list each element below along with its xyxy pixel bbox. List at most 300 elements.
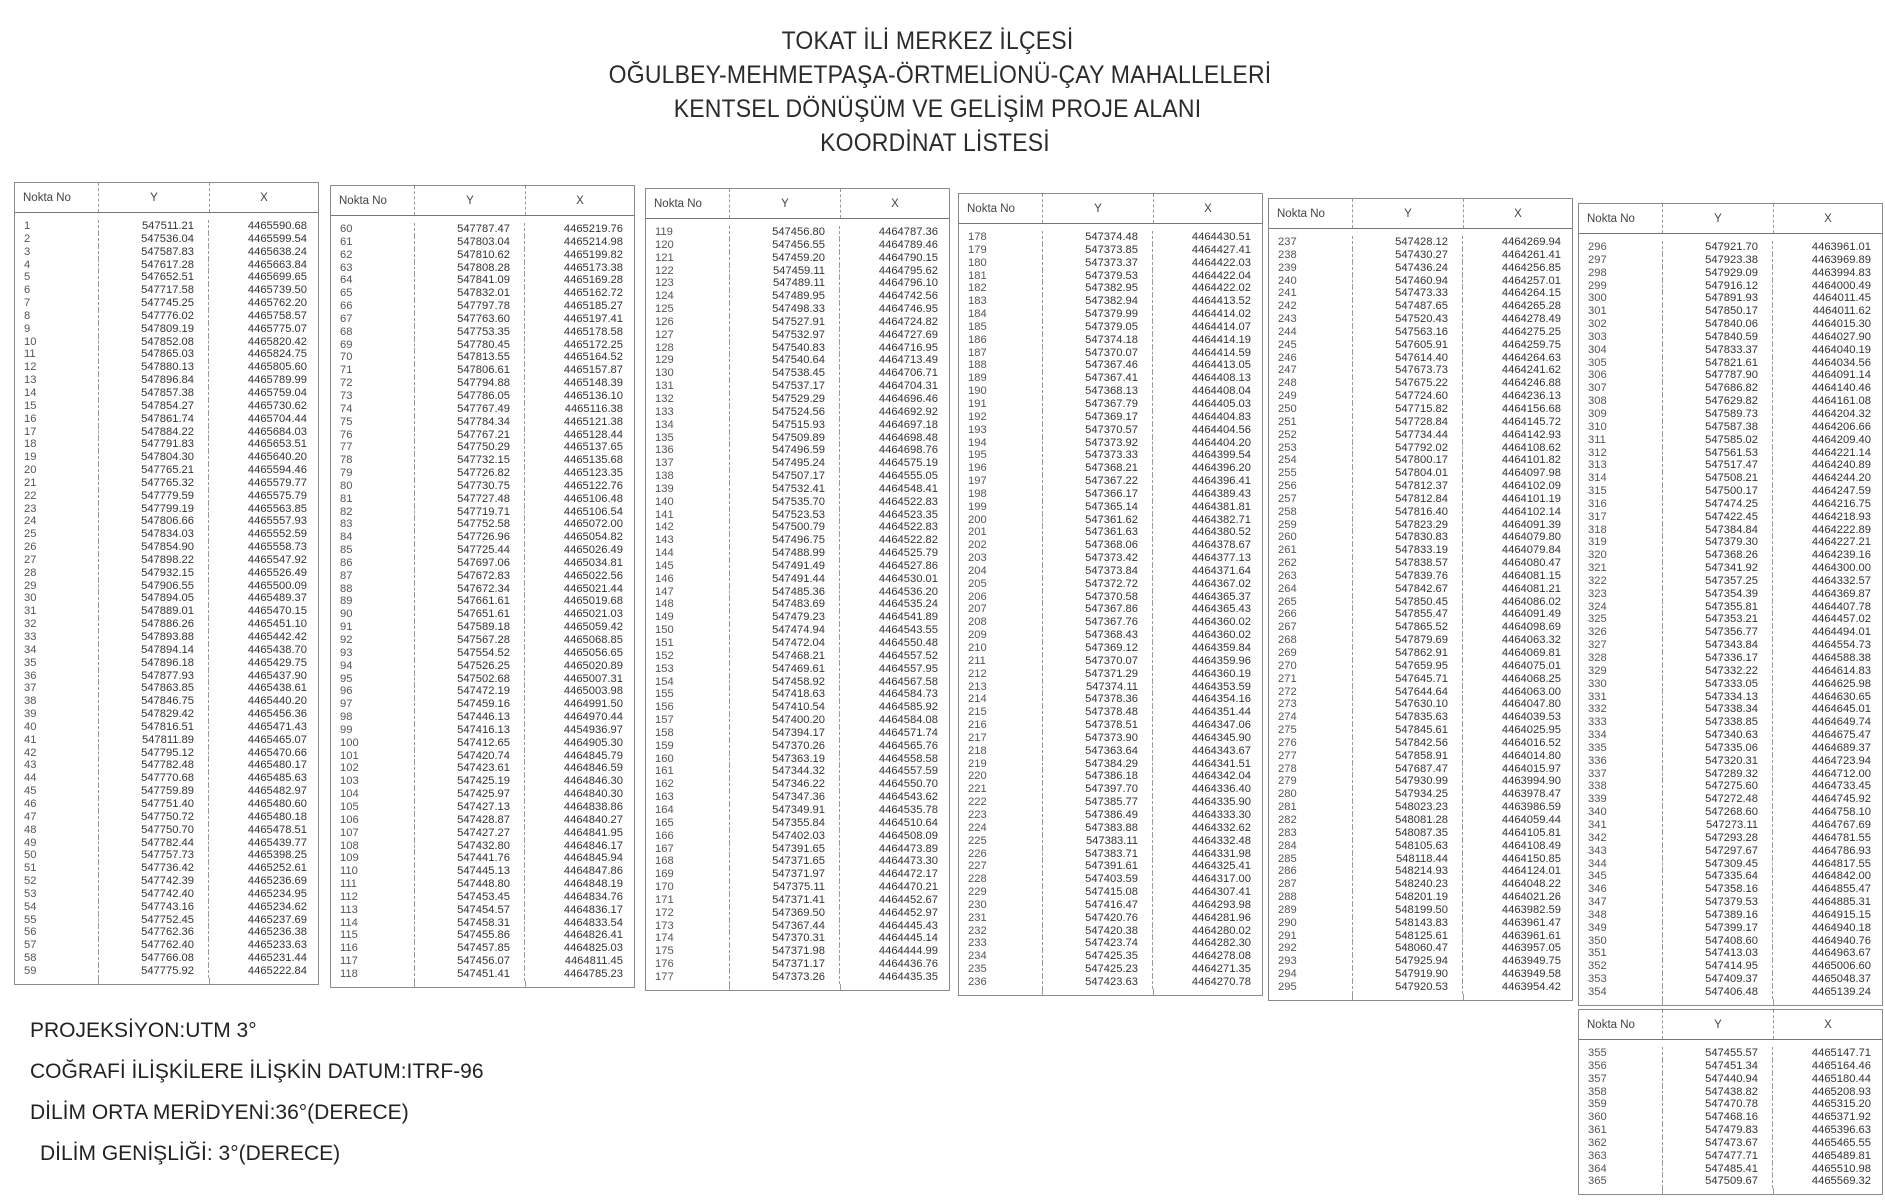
x-coordinate: 4465739.50 <box>247 284 307 297</box>
spacer <box>646 984 730 990</box>
y-coordinate: 547854.27 <box>99 400 209 413</box>
y-coordinate: 548143.83 <box>1353 917 1463 930</box>
y-coordinate: 547786.05 <box>415 390 525 403</box>
table-header <box>1269 199 1572 229</box>
x-coordinate: 4464991.50 <box>563 698 623 711</box>
y-coordinate: 547812.84 <box>1353 493 1463 506</box>
table-row <box>15 528 318 541</box>
x-coordinate: 4464105.81 <box>1501 826 1561 839</box>
table-row <box>1579 280 1882 293</box>
table-row <box>646 316 949 329</box>
table-row <box>1579 960 1882 973</box>
x-coordinate: 4464097.98 <box>1501 467 1561 480</box>
table-row <box>646 843 949 856</box>
point-no: 326 <box>1579 626 1663 639</box>
table-row <box>331 840 634 853</box>
table-row <box>1269 827 1572 840</box>
table-row <box>959 655 1262 668</box>
point-no: 199 <box>959 501 1043 514</box>
point-no: 260 <box>1269 531 1353 544</box>
spacer <box>1774 999 1882 1005</box>
point-no: 13 <box>15 374 99 387</box>
y-coordinate: 547378.51 <box>1043 719 1153 732</box>
y-coordinate: 547585.02 <box>1663 434 1773 447</box>
point-no: 30 <box>15 592 99 605</box>
point-no: 190 <box>959 385 1043 398</box>
point-no: 298 <box>1579 267 1663 280</box>
y-coordinate: 547415.08 <box>1043 886 1153 899</box>
table-row <box>15 541 318 554</box>
x-coordinate: 4465824.75 <box>247 348 307 361</box>
point-no: 9 <box>15 323 99 336</box>
y-coordinate: 547804.01 <box>1353 467 1463 480</box>
table-row <box>15 618 318 631</box>
y-coordinate: 547813.55 <box>415 351 525 364</box>
table-row <box>646 907 949 920</box>
point-no: 28 <box>15 567 99 580</box>
point-no: 213 <box>959 681 1043 694</box>
table-row <box>15 657 318 670</box>
table-row <box>1269 840 1572 853</box>
table-row <box>959 526 1262 539</box>
point-no: 112 <box>331 891 415 904</box>
y-coordinate: 547420.74 <box>415 750 525 763</box>
x-coordinate: 4465789.99 <box>247 374 307 387</box>
y-coordinate: 547675.22 <box>1353 377 1463 390</box>
table-row <box>959 334 1262 347</box>
table-row <box>1579 806 1882 819</box>
point-no: 257 <box>1269 493 1353 506</box>
y-coordinate: 547727.48 <box>415 493 525 506</box>
table-row <box>646 958 949 971</box>
point-no: 12 <box>15 361 99 374</box>
table-row <box>1579 755 1882 768</box>
table-row <box>331 724 634 737</box>
table-row <box>646 329 949 342</box>
point-no: 335 <box>1579 742 1663 755</box>
table-row <box>15 567 318 580</box>
point-no: 105 <box>331 801 415 814</box>
spacer <box>1663 1188 1774 1194</box>
x-coordinate: 4465569.32 <box>1811 1175 1871 1188</box>
y-coordinate: 547782.44 <box>99 837 209 850</box>
x-coordinate: 4464204.32 <box>1811 407 1871 420</box>
point-no: 341 <box>1579 819 1663 832</box>
x-coordinate: 4464585.92 <box>878 701 938 714</box>
table-body <box>646 219 949 990</box>
point-no: 102 <box>331 762 415 775</box>
x-coordinate: 4464457.02 <box>1811 613 1871 626</box>
table-row <box>959 539 1262 552</box>
y-coordinate: 547605.91 <box>1353 339 1463 352</box>
table-row <box>331 351 634 364</box>
x-coordinate: 4465480.18 <box>247 810 307 823</box>
point-no: 351 <box>1579 947 1663 960</box>
y-coordinate: 547850.17 <box>1663 305 1773 318</box>
header-point-no: Nokta No <box>1579 204 1663 233</box>
x-coordinate: 4464059.44 <box>1501 813 1561 826</box>
y-coordinate: 547893.88 <box>99 631 209 644</box>
point-no: 198 <box>959 488 1043 501</box>
x-coordinate: 4465485.63 <box>247 772 307 785</box>
x-coordinate: 4465557.93 <box>247 515 307 528</box>
x-coordinate: 4463957.05 <box>1501 942 1561 955</box>
y-coordinate: 547370.26 <box>730 740 840 753</box>
x-coordinate: 4464360.02 <box>1191 629 1251 642</box>
x-coordinate: 4465003.98 <box>563 685 623 698</box>
y-coordinate: 547391.61 <box>1043 860 1153 873</box>
point-no: 61 <box>331 236 415 249</box>
x-coordinate: 4464473.89 <box>878 842 938 855</box>
x-coordinate: 4465547.92 <box>247 553 307 566</box>
x-coordinate: 4464063.00 <box>1501 685 1561 698</box>
y-coordinate: 547726.96 <box>415 531 525 544</box>
x-coordinate: 4464550.70 <box>878 778 938 791</box>
table-row <box>646 277 949 290</box>
point-no: 59 <box>15 965 99 978</box>
point-no: 259 <box>1269 519 1353 532</box>
y-coordinate: 547750.72 <box>99 811 209 824</box>
x-coordinate: 4464365.37 <box>1191 590 1251 603</box>
point-no: 360 <box>1579 1111 1663 1124</box>
y-coordinate: 547485.36 <box>730 586 840 599</box>
x-coordinate: 4464300.00 <box>1811 562 1871 575</box>
title-province: TOKAT İLİ MERKEZ İLÇESİ <box>781 27 1074 55</box>
table-row <box>646 830 949 843</box>
y-coordinate: 547920.53 <box>1353 981 1463 994</box>
y-coordinate: 547373.84 <box>1043 565 1153 578</box>
table-row <box>15 400 318 413</box>
y-coordinate: 547858.91 <box>1353 750 1463 763</box>
point-no: 109 <box>331 852 415 865</box>
x-coordinate: 4464011.45 <box>1812 292 1871 305</box>
point-no: 266 <box>1269 608 1353 621</box>
x-coordinate: 4465219.76 <box>563 223 623 235</box>
point-no: 52 <box>15 875 99 888</box>
point-no: 74 <box>331 403 415 416</box>
point-no: 352 <box>1579 960 1663 973</box>
y-coordinate: 547309.45 <box>1663 858 1773 871</box>
point-no: 337 <box>1579 768 1663 781</box>
x-coordinate: 4464445.14 <box>878 932 938 945</box>
x-coordinate: 4465197.41 <box>563 312 623 325</box>
x-coordinate: 4465139.24 <box>1811 985 1871 998</box>
table-row <box>331 467 634 480</box>
point-no: 103 <box>331 775 415 788</box>
y-coordinate: 547833.19 <box>1353 544 1463 557</box>
point-no: 227 <box>959 860 1043 873</box>
x-coordinate: 4464080.47 <box>1501 557 1561 570</box>
projection-info <box>30 1010 484 1174</box>
y-coordinate: 547367.41 <box>1043 372 1153 385</box>
y-coordinate: 547370.58 <box>1043 591 1153 604</box>
y-coordinate: 547659.95 <box>1353 660 1463 673</box>
y-coordinate: 547787.90 <box>1663 369 1773 382</box>
table-header <box>959 194 1262 224</box>
table-row <box>959 732 1262 745</box>
x-coordinate: 4465759.04 <box>247 386 307 399</box>
x-coordinate: 4464142.93 <box>1501 428 1561 441</box>
table-row <box>1579 1086 1882 1099</box>
y-coordinate: 547732.15 <box>415 454 525 467</box>
x-coordinate: 4464048.22 <box>1501 878 1561 891</box>
y-coordinate: 547420.76 <box>1043 912 1153 925</box>
y-coordinate: 547383.71 <box>1043 848 1153 861</box>
y-coordinate: 547418.63 <box>730 688 840 701</box>
point-no: 185 <box>959 321 1043 334</box>
point-no: 334 <box>1579 729 1663 742</box>
table-row <box>1579 665 1882 678</box>
point-no: 48 <box>15 824 99 837</box>
table-row <box>15 695 318 708</box>
table-row <box>646 791 949 804</box>
point-no: 304 <box>1579 344 1663 357</box>
x-coordinate: 4464527.86 <box>878 559 938 572</box>
x-coordinate: 4464108.62 <box>1501 441 1561 454</box>
x-coordinate: 4464281.96 <box>1191 911 1251 924</box>
spacer <box>959 989 1043 995</box>
table-row <box>1579 562 1882 575</box>
table-row <box>15 721 318 734</box>
x-coordinate: 4465563.85 <box>247 502 307 515</box>
y-coordinate: 547333.05 <box>1663 678 1773 691</box>
y-coordinate: 547799.19 <box>99 503 209 516</box>
point-no: 342 <box>1579 832 1663 845</box>
table-row <box>15 811 318 824</box>
point-no: 98 <box>331 711 415 724</box>
point-no: 212 <box>959 668 1043 681</box>
y-coordinate: 547766.08 <box>99 952 209 965</box>
x-coordinate: 4464522.82 <box>878 534 938 547</box>
x-coordinate: 4464332.57 <box>1811 574 1871 587</box>
y-coordinate: 547540.64 <box>730 354 840 367</box>
point-no: 37 <box>15 682 99 695</box>
table-row <box>331 634 634 647</box>
table-row <box>331 621 634 634</box>
x-coordinate: 4464567.58 <box>878 675 938 688</box>
y-coordinate: 547477.71 <box>1663 1150 1773 1163</box>
x-coordinate: 4464156.68 <box>1501 402 1561 415</box>
table-row <box>1269 519 1572 532</box>
table-row <box>15 515 318 528</box>
point-no: 110 <box>331 865 415 878</box>
y-coordinate: 547473.67 <box>1663 1137 1773 1150</box>
table-row <box>331 737 634 750</box>
y-coordinate: 547366.17 <box>1043 488 1153 501</box>
table-row <box>1579 870 1882 883</box>
table-row <box>1579 331 1882 344</box>
x-coordinate: 4464733.45 <box>1811 780 1871 793</box>
x-coordinate: 4464264.63 <box>1501 351 1561 364</box>
y-coordinate: 547589.73 <box>1663 408 1773 421</box>
table-row <box>646 804 949 817</box>
table-row <box>331 480 634 493</box>
point-no: 27 <box>15 554 99 567</box>
point-no: 132 <box>646 393 730 406</box>
x-coordinate: 4464278.49 <box>1501 313 1561 326</box>
point-no: 50 <box>15 849 99 862</box>
datum-label: COĞRAFİ İLİŞKİLERE İLİŞKİN DATUM:ITRF-96 <box>30 1060 484 1083</box>
point-no: 356 <box>1579 1060 1663 1073</box>
point-no: 247 <box>1269 364 1353 377</box>
x-coordinate: 4464846.17 <box>563 839 623 852</box>
table-bottom-padding <box>1579 1188 1882 1194</box>
table-row <box>331 814 634 827</box>
table-row <box>15 862 318 875</box>
y-coordinate: 547762.40 <box>99 939 209 952</box>
point-no: 167 <box>646 843 730 856</box>
y-coordinate: 547379.05 <box>1043 321 1153 334</box>
table-row <box>646 393 949 406</box>
point-no: 349 <box>1579 922 1663 935</box>
point-no: 207 <box>959 603 1043 616</box>
point-no: 312 <box>1579 447 1663 460</box>
table-row <box>646 547 949 560</box>
point-no: 51 <box>15 862 99 875</box>
x-coordinate: 4464645.01 <box>1811 703 1871 716</box>
table-row <box>15 336 318 349</box>
x-coordinate: 4465136.10 <box>563 389 623 402</box>
x-coordinate: 4465026.49 <box>563 544 623 557</box>
table-row <box>1269 596 1572 609</box>
x-coordinate: 4464470.21 <box>878 881 938 894</box>
point-no: 5 <box>15 271 99 284</box>
x-coordinate: 4465068.85 <box>563 634 623 646</box>
spacer <box>1579 1188 1663 1194</box>
point-no: 7 <box>15 297 99 310</box>
table-header <box>15 183 318 213</box>
table-row <box>1579 511 1882 524</box>
spacer <box>15 978 99 984</box>
point-no: 77 <box>331 441 415 454</box>
point-no: 302 <box>1579 318 1663 331</box>
y-coordinate: 547487.65 <box>1353 300 1463 313</box>
y-coordinate: 547386.49 <box>1043 809 1153 822</box>
table-row <box>15 297 318 310</box>
x-coordinate: 4465478.51 <box>247 823 307 836</box>
y-coordinate: 547374.18 <box>1043 334 1153 347</box>
x-coordinate: 4464307.41 <box>1191 886 1251 899</box>
table-row <box>15 490 318 503</box>
x-coordinate: 4464081.21 <box>1501 582 1561 595</box>
table-row <box>646 817 949 830</box>
table-row <box>959 925 1262 938</box>
table-row <box>1269 891 1572 904</box>
point-no: 200 <box>959 514 1043 527</box>
y-coordinate: 547726.82 <box>415 467 525 480</box>
y-coordinate: 547416.13 <box>415 724 525 737</box>
point-no: 43 <box>15 759 99 772</box>
x-coordinate: 4463982.59 <box>1501 903 1561 916</box>
table-row <box>15 554 318 567</box>
table-row <box>959 963 1262 976</box>
y-coordinate: 547289.32 <box>1663 768 1773 781</box>
point-no: 250 <box>1269 403 1353 416</box>
y-coordinate: 547369.12 <box>1043 642 1153 655</box>
point-no: 220 <box>959 770 1043 783</box>
point-no: 226 <box>959 848 1043 861</box>
y-coordinate: 547930.99 <box>1353 775 1463 788</box>
point-no: 244 <box>1269 326 1353 339</box>
table-row <box>331 300 634 313</box>
point-no: 162 <box>646 778 730 791</box>
table-row <box>1579 472 1882 485</box>
table-row <box>646 521 949 534</box>
y-coordinate: 547500.17 <box>1663 485 1773 498</box>
coordinate-table <box>645 188 950 991</box>
x-coordinate: 4464351.44 <box>1191 706 1251 719</box>
x-coordinate: 4464535.24 <box>878 598 938 611</box>
point-no: 269 <box>1269 647 1353 660</box>
table-row <box>959 475 1262 488</box>
point-no: 321 <box>1579 562 1663 575</box>
point-no: 84 <box>331 531 415 544</box>
point-no: 361 <box>1579 1124 1663 1137</box>
x-coordinate: 4454936.97 <box>563 723 623 736</box>
table-row <box>1579 909 1882 922</box>
y-coordinate: 547791.83 <box>99 438 209 451</box>
x-coordinate: 4465396.63 <box>1811 1124 1871 1137</box>
y-coordinate: 547338.34 <box>1663 703 1773 716</box>
x-coordinate: 4464347.06 <box>1191 719 1251 732</box>
y-coordinate: 547403.59 <box>1043 873 1153 886</box>
x-coordinate: 4465214.98 <box>563 235 623 248</box>
x-coordinate: 4465500.09 <box>247 579 307 592</box>
point-no: 231 <box>959 912 1043 925</box>
table-row <box>331 570 634 583</box>
table-row <box>1579 922 1882 935</box>
y-coordinate: 547368.26 <box>1663 549 1773 562</box>
y-coordinate: 547770.68 <box>99 772 209 785</box>
x-coordinate: 4464781.55 <box>1811 831 1871 844</box>
x-coordinate: 4465437.90 <box>247 669 307 682</box>
x-coordinate: 4465020.89 <box>563 659 623 672</box>
x-coordinate: 4465438.61 <box>247 682 307 695</box>
point-no: 265 <box>1269 596 1353 609</box>
point-no: 313 <box>1579 459 1663 472</box>
table-row <box>1269 429 1572 442</box>
point-no: 91 <box>331 621 415 634</box>
x-coordinate: 4464575.19 <box>878 457 938 470</box>
y-coordinate: 547485.41 <box>1663 1163 1773 1176</box>
y-coordinate: 547343.84 <box>1663 639 1773 652</box>
y-coordinate: 547730.75 <box>415 480 525 493</box>
x-coordinate: 4464396.20 <box>1191 462 1251 475</box>
point-no: 263 <box>1269 570 1353 583</box>
x-coordinate: 4464427.41 <box>1191 243 1251 256</box>
table-row <box>646 457 949 470</box>
y-coordinate: 547361.62 <box>1043 514 1153 527</box>
x-coordinate: 4464063.32 <box>1501 634 1561 647</box>
y-coordinate: 547384.29 <box>1043 758 1153 771</box>
x-coordinate: 4464256.85 <box>1501 261 1561 274</box>
table-row <box>1269 326 1572 339</box>
table-row <box>959 809 1262 822</box>
y-coordinate: 547356.77 <box>1663 626 1773 639</box>
y-coordinate: 547373.26 <box>730 971 840 984</box>
table-row <box>15 734 318 747</box>
table-row <box>331 660 634 673</box>
table-row <box>1269 942 1572 955</box>
point-no: 56 <box>15 926 99 939</box>
point-no: 69 <box>331 339 415 352</box>
table-row <box>959 745 1262 758</box>
y-coordinate: 547297.67 <box>1663 845 1773 858</box>
x-coordinate: 4464811.45 <box>564 955 623 968</box>
x-coordinate: 4464365.43 <box>1191 603 1251 616</box>
table-row <box>646 881 949 894</box>
table-row <box>1579 639 1882 652</box>
